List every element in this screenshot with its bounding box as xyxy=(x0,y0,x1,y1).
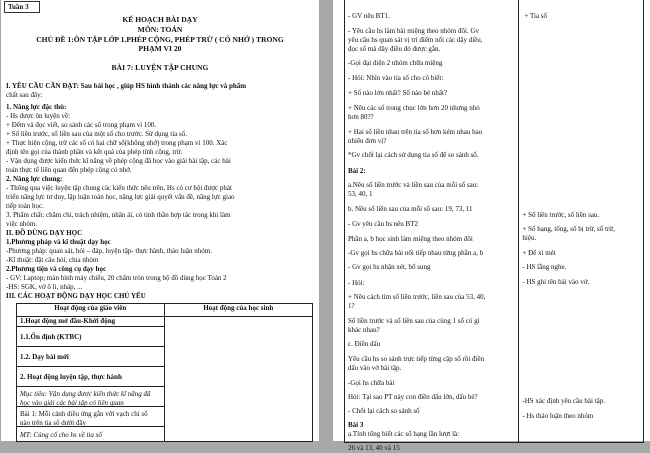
teacher-line: + Hai số liền nhau trên tia số hơn kém nhau bao xyxy=(348,128,483,136)
teacher-line: - Chốt lại cách so sánh số xyxy=(348,407,420,415)
table-cell: 2. Hoạt động luyện tập, thực hành xyxy=(17,367,165,387)
teacher-line: c. Điền dấu xyxy=(348,340,381,348)
body-line: triển năng lực tư duy, lập luận toán học, năng lực giải quyết vấn đề, năng lực giao xyxy=(6,193,235,201)
teacher-line: - GV nêu BT1. xyxy=(348,12,390,20)
teacher-line: - Hỏi: xyxy=(348,279,365,287)
body-line: toán thực tế liên quan đến phép cộng có nhớ. xyxy=(6,166,132,174)
topic-title: CHỦ ĐỀ 1:ÔN TẬP LỚP 1.PHÉP CỘNG, PHÉP TRỪ ( CÓ NHỚ ) TRONG xyxy=(36,35,284,44)
requirements-heading: I. YÊU CẦU CẦN ĐẠT: Sau bài học , giúp HS hình thành các năng lực và phẩm xyxy=(6,82,247,90)
teacher-line: Phần a, b học sinh làm miệng theo nhóm đôi xyxy=(348,235,473,243)
body-line: chất sau đây: xyxy=(6,91,43,99)
teacher-column xyxy=(345,0,519,452)
table-cell xyxy=(17,407,165,427)
teacher-line: -Gọi đại diện 2 nhóm chữa miệng xyxy=(348,59,443,67)
student-line: hiệu. xyxy=(522,234,537,242)
activities-table xyxy=(16,303,313,442)
student-line: - HS lắng nghe. xyxy=(522,263,567,271)
teacher-line: - Gv gọi hs nhận xét, bổ sung xyxy=(348,263,431,271)
teacher-line: nhiêu đơn vị? xyxy=(348,137,387,145)
teacher-line: -Gọi hs chữa bài xyxy=(348,379,395,387)
teacher-line: -Gv gọi hs chữa bài nối tiếp nhau từng phần a, b xyxy=(348,249,484,257)
teacher-line: + Nêu các số trong chục lớn hơn 20 nhưng nhỏ xyxy=(348,104,480,112)
body-line: - Thông qua việc luyện tập chung các kiến thức nêu trên, Hs có cơ hội được phát xyxy=(6,184,232,192)
exercise-line: Bài 1: Mỗi cánh diều ứng gắn với vạch chỉ số xyxy=(20,410,148,418)
exercise-heading: Bài 2: xyxy=(348,167,366,175)
body-line: - Vận dụng được kiến thức kĩ năng về phép cộng đã học vào giải bài tập, các bài xyxy=(6,157,231,165)
activities-table-continued xyxy=(344,0,644,452)
teacher-line: - Yêu cầu hs làm bài miệng theo nhóm đôi. Gv xyxy=(348,27,479,35)
teacher-line: khác nhau? xyxy=(348,326,380,334)
teacher-line: *Gv chốt lại cách sử dụng tia số để so sánh số. xyxy=(348,151,479,159)
section-heading: III. CÁC HOẠT ĐỘNG DẠY HỌC CHỦ YẾU xyxy=(6,292,146,300)
document-page-1 xyxy=(1,0,319,441)
body-line: - GV: Laptop; màn hình máy chiếu, 20 chấm tròn trong bộ đồ dùng học Toán 2 xyxy=(6,274,227,282)
teacher-line: 53, 40, 1 xyxy=(348,190,373,198)
teacher-line: - Gv yêu cầu hs nêu BT2 xyxy=(348,220,418,228)
topic-title-cont: PHẠM VI 20 xyxy=(138,44,182,53)
lesson-title: BÀI 7: LUYỆN TẬP CHUNG xyxy=(111,63,209,72)
body-line: -Phương pháp: quan sát, hỏi – đáp, luyện tập- thực hành, thảo luận nhóm. xyxy=(6,247,212,255)
teacher-line: b. Nêu số liền sau của mỗi số sau: 19, 73, 11 xyxy=(348,205,473,213)
teacher-line: + Số nào lớn nhất? Số nào bé nhất? xyxy=(348,89,448,97)
objective-line: Mục tiêu: Vận dụng được kiến thức kĩ năng đã xyxy=(20,390,151,398)
table-cell: MT: Củng cố cho hs về tia số xyxy=(17,427,165,442)
table-cell xyxy=(17,387,165,407)
document-page-2 xyxy=(333,0,650,452)
subject-title: MÔN: TOÁN xyxy=(137,25,183,34)
body-line: việc nhóm. xyxy=(6,220,38,228)
student-line: + Tia số xyxy=(524,12,548,20)
teacher-line: dấu vào vở bài tập. xyxy=(348,364,402,372)
section-heading: 2. Năng lực chung: xyxy=(6,175,63,183)
body-line: -HS: SGK, vở ô li, nháp, ... xyxy=(6,283,83,291)
student-line: - Hs thảo luận theo nhóm xyxy=(522,412,594,420)
student-line: + Số liền trước, số liền sau. xyxy=(522,211,600,219)
table-header-student: Hoạt động của học sinh xyxy=(164,304,312,317)
plan-title: KẾ HOẠCH BÀI DẠY xyxy=(122,15,198,24)
teacher-line: đọc số mà dây điều đó được gắn. xyxy=(348,45,441,53)
student-column xyxy=(519,0,644,443)
objective-line: học vào giải các bài tập có liên quan xyxy=(20,399,124,407)
exercise-line: nào trên tia số dưới đây xyxy=(20,419,87,427)
table-cell: 1.2. Dạy bài mới xyxy=(17,347,165,367)
student-line: -HS xác định yêu cầu bài tập. xyxy=(522,397,606,405)
teacher-line: 1? xyxy=(348,302,355,310)
teacher-line: a.Tính tổng biết các số hạng lần lượt là: xyxy=(348,430,460,438)
table-cell: 1.1.Ổn định (KTBC) xyxy=(17,327,165,347)
table-header-teacher: Hoạt động của giáo viên xyxy=(17,304,165,317)
table-cell: 1.Hoạt động mở đầu-Khởi động xyxy=(17,317,165,327)
exercise-heading: Bài 3 xyxy=(348,421,364,429)
teacher-line: hơn 80?? xyxy=(348,113,374,121)
body-line: 3. Phẩm chất: chăm chỉ, trách nhiệm, nhân ái, có tinh thần hợp tác trong khi làm xyxy=(6,211,231,219)
section-heading: 2.Phương tiện và công cụ dạy học xyxy=(6,265,107,273)
teacher-line: 26 và 13, 40 và 15 xyxy=(348,444,400,452)
body-line: định tên gọi của thành phần và kết quả của phép tính cộng, trừ. xyxy=(6,148,183,156)
body-line: - Hs được ôn luyện về: xyxy=(6,112,71,120)
teacher-line: Hỏi: Tại sao PT này con điền dấu lớn, dấu bé? xyxy=(348,393,478,401)
section-heading: 1.Phương pháp và kĩ thuật dạy học xyxy=(6,238,111,246)
teacher-line: a.Nêu số liền trước và liền sau của mỗi số sau: xyxy=(348,181,479,189)
student-line: - HS ghi tên bài vào vở. xyxy=(522,278,590,286)
teacher-line: + Nêu cách tìm số liền trước, liền sau của 53, 40, xyxy=(348,293,486,301)
body-line: + Đếm và đọc viết, so sánh các số trong phạm vi 100. xyxy=(6,121,157,129)
teacher-line: yêu cầu hs quan sát vị trí điểm nối các dây diều, xyxy=(348,36,483,44)
body-line: -Kĩ thuật: đặt câu hỏi, chia nhóm xyxy=(6,256,99,264)
section-heading: II. ĐỒ DÙNG DẠY HỌC xyxy=(6,229,83,237)
section-heading: 1. Năng lực đặc thù: xyxy=(6,103,67,111)
teacher-line: - Hỏi: Nhìn vào tia số cho cô biết: xyxy=(348,74,444,82)
table-cell xyxy=(164,317,312,442)
week-label: Tuần 3 xyxy=(4,1,40,13)
teacher-line: Yêu cầu hs so sánh trực tiếp từng cặp số rồi điền xyxy=(348,355,485,363)
body-line: + Thực hiện cộng, trừ các số có hai chữ số(không nhớ) trong phạm vi 100. Xác xyxy=(6,139,228,147)
student-line: + Để xì mét xyxy=(522,249,556,257)
body-line: + Số liền trước, số liền sau của một số cho trước. Sử dụng tia số. xyxy=(6,130,187,138)
teacher-line: Số liền trước và số liền sau của cùng 1 số có gì xyxy=(348,317,480,325)
student-line: + Số hạng, tổng, số bị trừ, số trừ, xyxy=(522,225,615,233)
body-line: tiếp toán học. xyxy=(6,202,44,210)
